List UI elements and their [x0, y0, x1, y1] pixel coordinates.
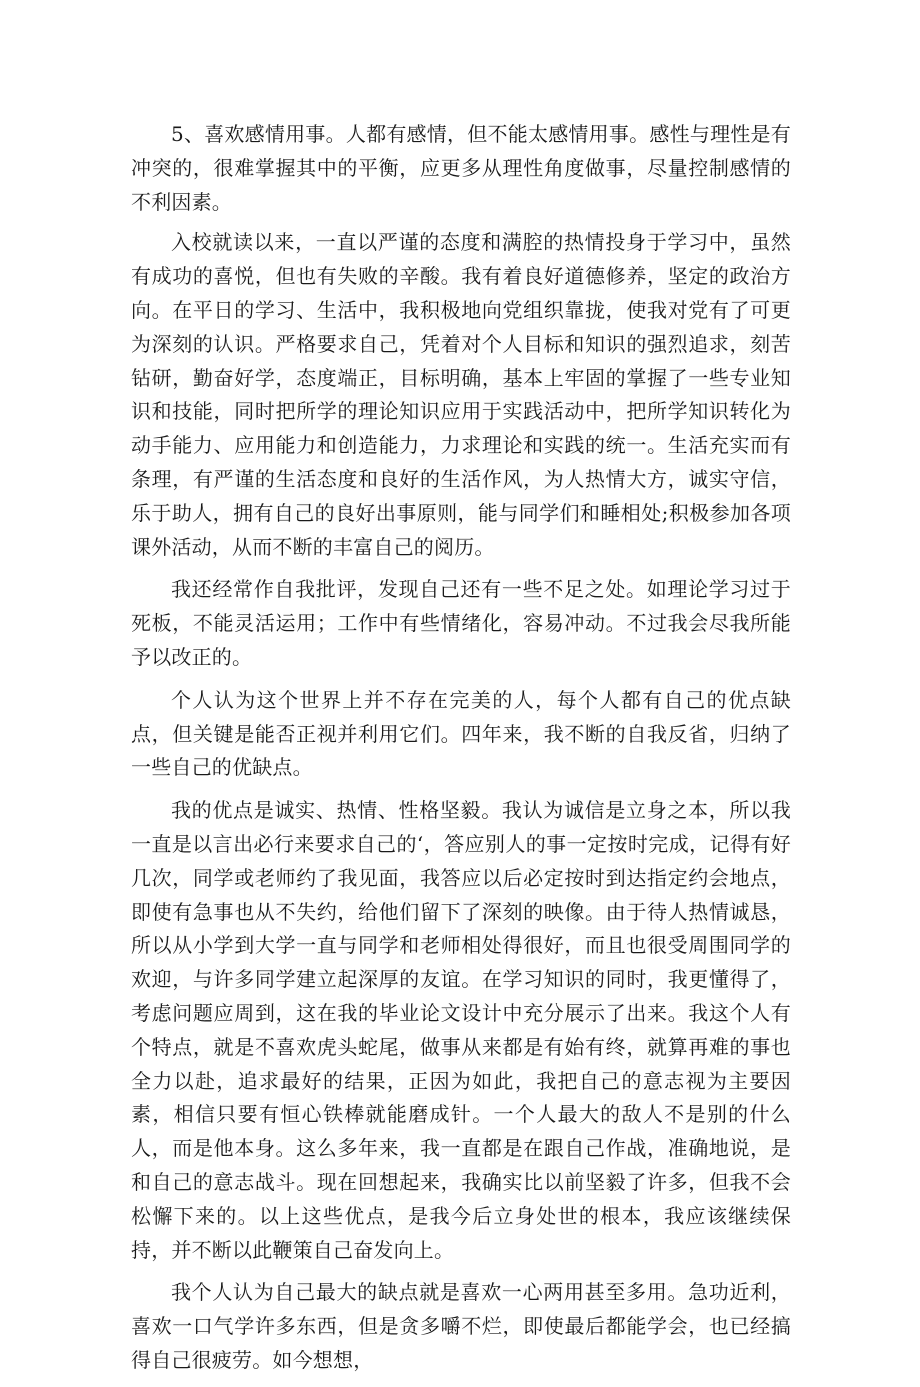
paragraph-no-perfect-person: 个人认为这个世界上并不存在完美的人，每个人都有自己的优点缺点，但关键是能否正视并利用它们。四年来，我不断的自我反省，归纳了一些自己的优缺点。 [131, 687, 791, 780]
paragraph-weaknesses: 我个人认为自己最大的缺点就是喜欢一心两用甚至多用。急功近利，喜欢一口气学许多东西，但是贪多嚼不烂，即使最后都能学会，也已经搞得自己很疲劳。如今想想， [131, 1280, 791, 1372]
paragraph-emotional-weakness: 5、喜欢感情用事。人都有感情，但不能太感情用事。感性与理性是有冲突的，很难掌握其中的平衡，应更多从理性角度做事，尽量控制感情的不利因素。 [131, 122, 791, 214]
paragraph-school-experience: 入校就读以来，一直以严谨的态度和满腔的热情投身于学习中，虽然有成功的喜悦，但也有失败的辛酸。我有着良好道德修养，坚定的政治方向。在平日的学习、生活中，我积极地向党组织靠拢，使我对党有了可更为深刻的认识。严格要求自己，凭着对个人目标和知识的强烈追求，刻苦钻研，勤奋好学，态度端正，目标明确，基本上牢固的掌握了一些专业知识和技能，同时把所学的理论知识应用于实践活动中，把所学知识转化为动手能力、应用能力和创造能力，力求理论和实践的统一。生活充实而有条理，有严谨的生活态度和良好的生活作风，为人热情大方，诚实守信，乐于助人，拥有自己的良好出事原则，能与同学们和睡相处;积极参加各项课外活动，从而不断的丰富自己的阅历。 [131, 230, 791, 559]
paragraph-strengths: 我的优点是诚实、热情、性格坚毅。我认为诚信是立身之本，所以我一直是以言出必行来要求自己的‘，答应别人的事一定按时完成，记得有好几次，同学或老师约了我见面，我答应以后必定按时到达指定约会地点，即使有急事也从不失约，给他们留下了深刻的映像。由于待人热情诚恳，所以从小学到大学一直与同学和老师相处得很好，而且也很受周围同学的欢迎，与许多同学建立起深厚的友谊。在学习知识的同时，我更懂得了，考虑问题应周到，这在我的毕业论文设计中充分展示了出来。我这个人有个特点，就是不喜欢虎头蛇尾，做事从来都是有始有终，就算再难的事也全力以赴，追求最好的结果，正因为如此，我把自己的意志视为主要因素，相信只要有恒心铁棒就能磨成针。一个人最大的敌人不是别的什么人，而是他本身。这么多年来，我一直都是在跟自己作战，准确地说，是和自己的意志战斗。现在回想起来，我确实比以前坚毅了许多，但我不会松懈下来的。以上这些优点，是我今后立身处世的根本，我应该继续保持，并不断以此鞭策自己奋发向上。 [131, 798, 791, 1262]
document-body [131, 118, 791, 1387]
paragraph-self-criticism: 我还经常作自我批评，发现自己还有一些不足之处。如理论学习过于死板，不能灵活运用；工作中有些情绪化，容易冲动。不过我会尽我所能予以改正的。 [131, 577, 791, 669]
